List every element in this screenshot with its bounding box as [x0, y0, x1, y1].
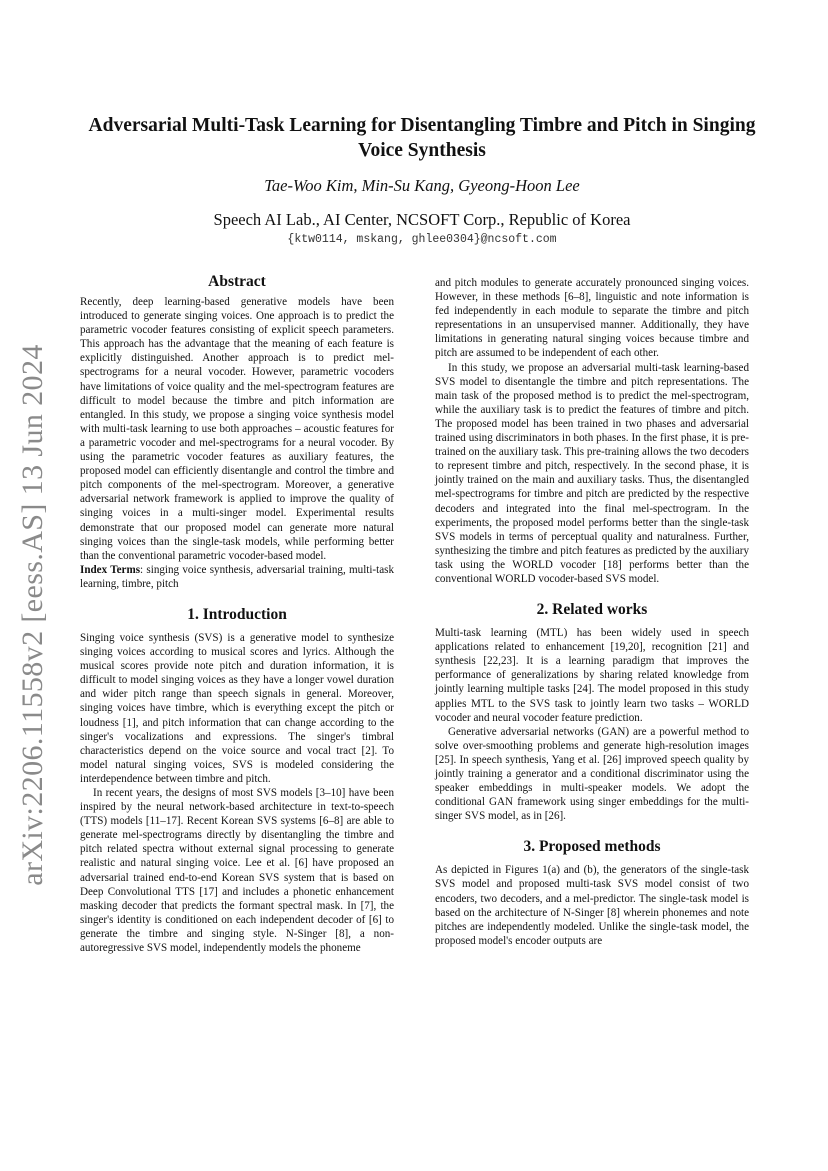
abstract-heading: Abstract — [208, 273, 266, 290]
index-terms-text: : singing voice synthesis, adversarial training, multi-task learning, timbre, pitch — [80, 563, 395, 590]
paper-title: Adversarial Multi-Task Learning for Disentangling Timbre and Pitch in Singing Voice Synthesis — [88, 115, 756, 161]
related-paragraph-1: Multi-task learning (MTL) has been widely used in speech applications related to enhancement [19,20], recognition [21] and synthesis [22,23]. It is a learning paradigm that improves the performance of generalizations by sharing related knowledge from jointly learning multiple tasks [24]. The model proposed in this study applies MTL to the SVS task to jointly learn two tasks – WORLD vocoder and neural vocoder feature prediction. — [435, 627, 749, 724]
intro-paragraph-1: Singing voice synthesis (SVS) is a generative model to synthesize singing voices according to musical scores and lyrics. Although the musical scores provide note pitch and duration information, it is difficult to model singing voices as they have a longer vowel duration and wider pitch range than speech signals in general. Moreover, singing voices have timbre, which is everything except the pitch or loudness [1], and pitch information that can change according to the singer's vocalizations and expressions. The singer's timbral characteristics depend on the voice source and vocal tract [2]. To model natural singing voices, SVS is modeled considering the interdependence between timbre and pitch. — [80, 631, 394, 785]
intro-paragraph-2: In recent years, the designs of most SVS models [3–10] have been inspired by the neural network-based architecture in text-to-speech (TTS) models [11–17]. Recent Korean SVS systems [6–8] are able to generate mel-spectrograms directly by disentangling the timbre and pitch related spectra without external signal processing to generate realistic and natural singing voice. Lee et al. [6] have proposed an adversarial trained end-to-end Korean SVS system that is based on Deep Convolutional TTS [17] and includes a phonetic enhancement masking decoder that predicts the formant spectral mask. In [7], the singer's identity is conditioned on each independent decoder of [6] to generate the timbre and singing style. N-Singer [8], a non-autoregressive SVS model, independently models the phoneme — [80, 787, 394, 955]
right-column — [435, 276, 749, 948]
arxiv-identifier: arXiv:2206.11558v2 [eess.AS] 13 Jun 2024 — [16, 344, 49, 886]
arxiv-sidebar-stamp — [8, 344, 58, 886]
index-terms — [80, 563, 394, 591]
methods-paragraph-1: As depicted in Figures 1(a) and (b), the generators of the single-task SVS model and proposed multi-task SVS model consist of two encoders, two decoders, and a mel-predictor. The single-task model is based on the architecture of N-Singer [8] wherein phonemes and note pitches are independently modeled. Unlike the single-task model, the proposed model's encoder outputs are — [435, 864, 749, 947]
index-terms-label: Index Terms — [80, 563, 141, 576]
related-paragraph-2: Generative adversarial networks (GAN) are a powerful method to solve over-smoothing problems and generate high-resolution images [25]. In speech synthesis, Yang et al. [26] improved speech quality by jointly training a generator and a conditional discriminator using the speaker embeddings in multi-speaker models. We adopt the conditional GAN framework using singer embeddings for the multi-singer SVS model, as in [26]. — [435, 725, 749, 823]
paper-affiliation: Speech AI Lab., AI Center, NCSOFT Corp., Republic of Korea — [213, 210, 631, 229]
paper-authors: Tae-Woo Kim, Min-Su Kang, Gyeong-Hoon Lee — [264, 176, 580, 195]
paper-emails: {ktw0114, mskang, ghlee0304}@ncsoft.com — [287, 233, 557, 246]
left-column — [80, 272, 394, 955]
introduction-heading: 1. Introduction — [187, 605, 287, 623]
related-works-heading: 2. Related works — [536, 601, 648, 619]
intro-paragraph-4: In this study, we propose an adversarial multi-task learning-based SVS model to disentangle the timbre and pitch representations. The main task of the proposed method is to predict the mel-spectrogram, while the auxiliary task is to predict the features of timbre and pitch. The proposed model has been trained in two phases and adversarial trained using discriminators in both phases. In the first phase, it is pre-trained on the auxiliary task. This pre-training allows the two decoders to represent timbre and pitch, respectively. In the second phase, it is jointly trained on the main and auxiliary tasks. Thus, the disentangled mel-spectrograms for timbre and pitch are predicted by the respective decoders and integrated into the final mel-spectrogram. In the experiments, the proposed model performs better than the single-task SVS models in terms of perceptual quality and naturalness. Further, synthesizing the timbre and pitch features as predicted by the auxiliary task using the WORLD vocoder [18] performs better than the conventional WORLD vocoder-based SVS model. — [435, 361, 749, 585]
abstract-text: Recently, deep learning-based generative models have been introduced to generate singing voices. One approach is to predict the parametric vocoder features consisting of explicit speech parameters. This approach has the advantage that the meaning of each feature is explicitly distinguished. Another approach is to predict mel-spectrograms for a neural vocoder. However, parametric vocoders have limitations of voice quality and the mel-spectrogram features are difficult to model because the timbre and pitch information are entangled. In this study, we propose a singing voice synthesis model with multi-task learning to use both approaches – acoustic features for a parametric vocoder and mel-spectrograms for a neural vocoder. By using the parametric vocoder features as auxiliary features, the proposed model can efficiently disentangle and control the timbre and pitch components of the mel-spectrogram. Moreover, a generative adversarial network framework is applied to improve the quality of singing voices in a multi-singer model. Experimental results demonstrate that our proposed model can generate more natural singing voices than the single-task models, while performing better than the conventional parametric vocoder-based model. — [80, 296, 394, 562]
proposed-methods-heading: 3. Proposed methods — [523, 838, 661, 856]
intro-paragraph-3: and pitch modules to generate accurately pronounced singing voices. However, in these methods [6–8], linguistic and note information is fed independently in each module to separate the timbre and pitch representations in an unsupervised manner. Additionally, they have limitations in generating natural singing voices because timbre and pitch are assumed to be independent of each other. — [435, 277, 749, 360]
